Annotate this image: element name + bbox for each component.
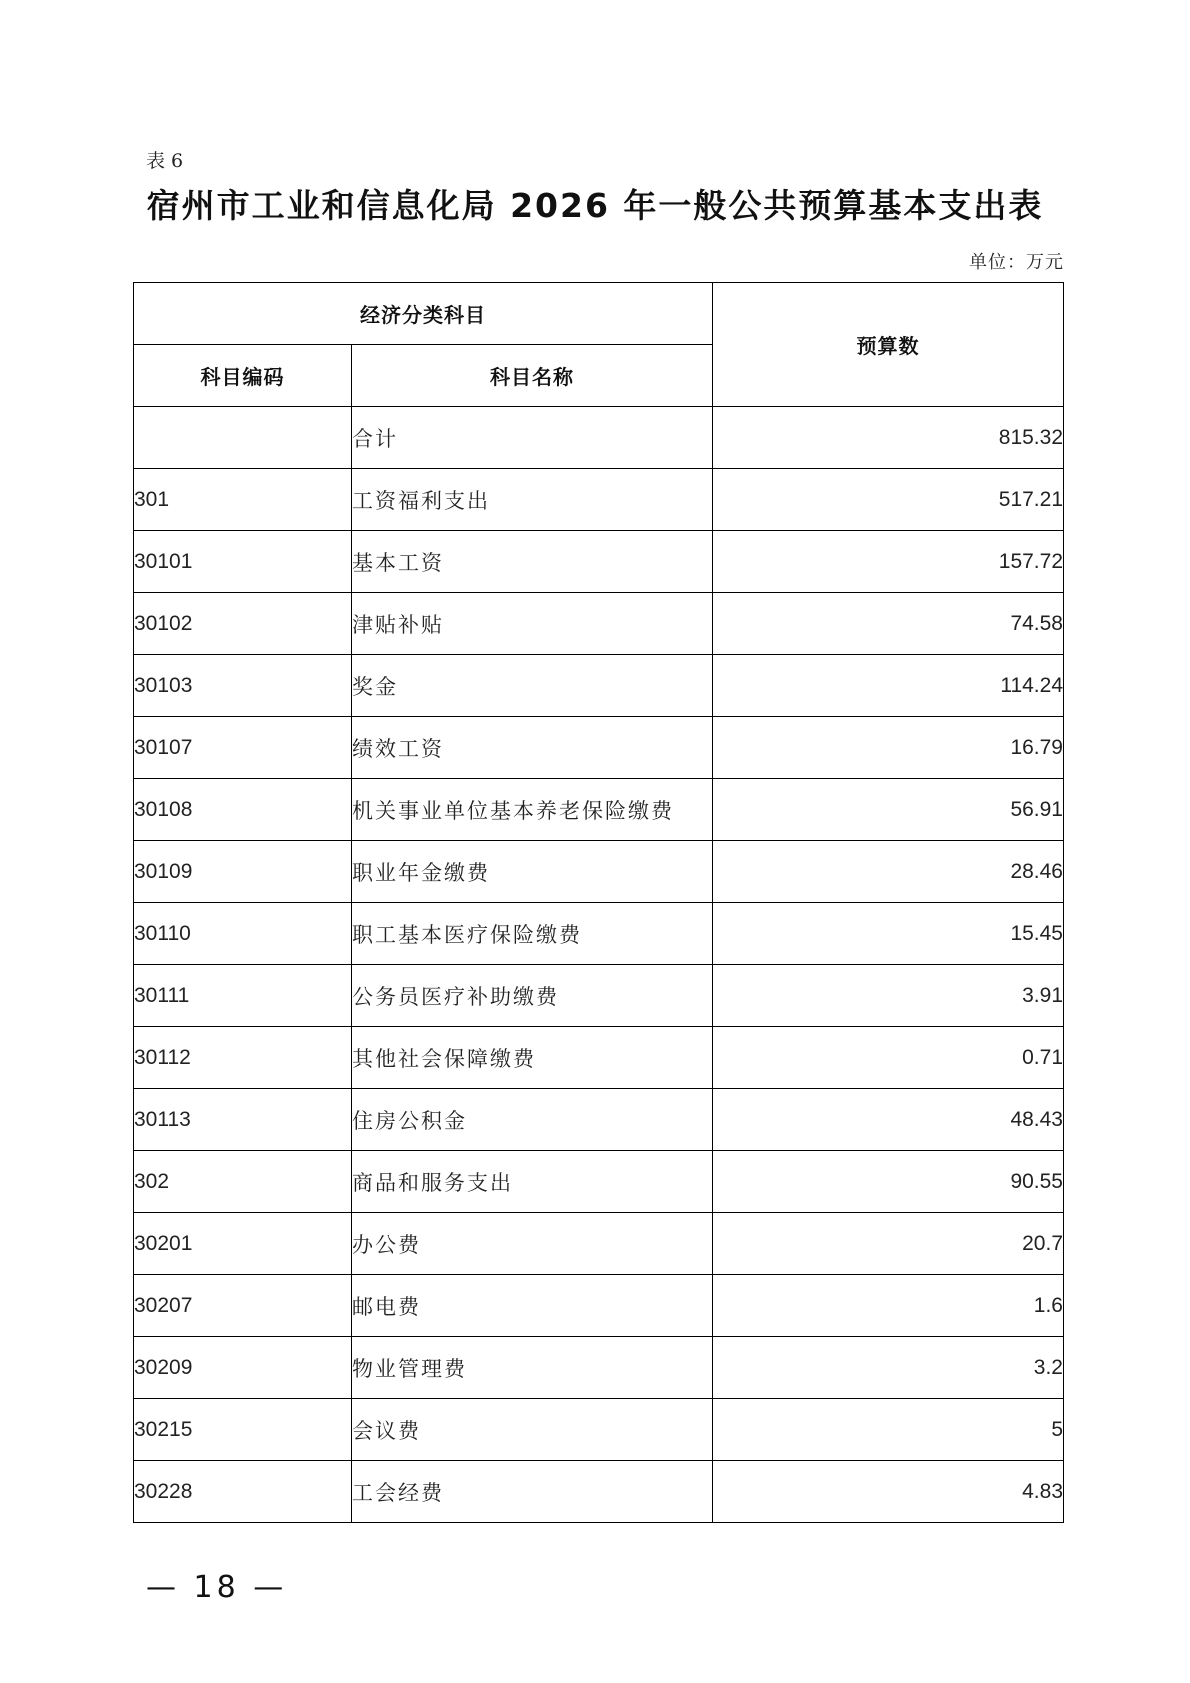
subject-name-cell: 绩效工资 bbox=[352, 717, 713, 779]
unit-label: 单位：万元 bbox=[969, 252, 1064, 273]
document-title: 宿州市工业和信息化局 2026 年一般公共预算基本支出表 bbox=[146, 186, 1044, 225]
table-row bbox=[134, 965, 1064, 1027]
table-row bbox=[134, 1461, 1064, 1523]
subject-name-cell: 其他社会保障缴费 bbox=[352, 1027, 713, 1089]
subject-name-cell: 办公费 bbox=[352, 1213, 713, 1275]
budget-amount-cell: 56.91 bbox=[713, 779, 1064, 841]
budget-amount-cell: 90.55 bbox=[713, 1151, 1064, 1213]
table-row bbox=[134, 903, 1064, 965]
subject-name-cell: 机关事业单位基本养老保险缴费 bbox=[352, 779, 713, 841]
subject-name-cell: 奖金 bbox=[352, 655, 713, 717]
table-row bbox=[134, 1151, 1064, 1213]
subject-code-cell: 30103 bbox=[134, 655, 352, 717]
budget-table bbox=[133, 282, 1064, 1523]
budget-amount-cell: 16.79 bbox=[713, 717, 1064, 779]
budget-amount-cell: 4.83 bbox=[713, 1461, 1064, 1523]
subject-code-cell: 30215 bbox=[134, 1399, 352, 1461]
budget-amount-cell: 815.32 bbox=[713, 407, 1064, 469]
header-row-group bbox=[134, 283, 1064, 345]
subject-name-cell: 住房公积金 bbox=[352, 1089, 713, 1151]
subject-name-cell: 公务员医疗补助缴费 bbox=[352, 965, 713, 1027]
subject-code-cell: 30108 bbox=[134, 779, 352, 841]
budget-amount-cell: 28.46 bbox=[713, 841, 1064, 903]
subject-name-cell: 工会经费 bbox=[352, 1461, 713, 1523]
subject-name-cell: 基本工资 bbox=[352, 531, 713, 593]
header-budget-amount: 预算数 bbox=[713, 283, 1064, 407]
subject-code-cell: 30102 bbox=[134, 593, 352, 655]
budget-amount-cell: 3.91 bbox=[713, 965, 1064, 1027]
table-number-label: 表 6 bbox=[146, 150, 184, 172]
subject-name-cell: 职工基本医疗保险缴费 bbox=[352, 903, 713, 965]
subject-name-cell: 工资福利支出 bbox=[352, 469, 713, 531]
budget-table-body bbox=[134, 407, 1064, 1523]
subject-code-cell: 30107 bbox=[134, 717, 352, 779]
budget-amount-cell: 74.58 bbox=[713, 593, 1064, 655]
subject-code-cell: 30228 bbox=[134, 1461, 352, 1523]
subject-name-cell: 邮电费 bbox=[352, 1275, 713, 1337]
subject-name-cell: 津贴补贴 bbox=[352, 593, 713, 655]
table-row bbox=[134, 531, 1064, 593]
subject-code-cell: 30110 bbox=[134, 903, 352, 965]
table-row bbox=[134, 1399, 1064, 1461]
subject-code-cell: 30109 bbox=[134, 841, 352, 903]
budget-amount-cell: 517.21 bbox=[713, 469, 1064, 531]
table-row bbox=[134, 1213, 1064, 1275]
subject-code-cell bbox=[134, 407, 352, 469]
subject-code-cell: 30207 bbox=[134, 1275, 352, 1337]
header-subject-name: 科目名称 bbox=[352, 345, 713, 407]
subject-code-cell: 30112 bbox=[134, 1027, 352, 1089]
budget-amount-cell: 20.7 bbox=[713, 1213, 1064, 1275]
budget-amount-cell: 114.24 bbox=[713, 655, 1064, 717]
budget-amount-cell: 0.71 bbox=[713, 1027, 1064, 1089]
subject-code-cell: 302 bbox=[134, 1151, 352, 1213]
budget-amount-cell: 3.2 bbox=[713, 1337, 1064, 1399]
table-row bbox=[134, 717, 1064, 779]
table-row bbox=[134, 841, 1064, 903]
table-row bbox=[134, 1027, 1064, 1089]
subject-code-cell: 301 bbox=[134, 469, 352, 531]
budget-amount-cell: 15.45 bbox=[713, 903, 1064, 965]
table-row bbox=[134, 469, 1064, 531]
subject-name-cell: 物业管理费 bbox=[352, 1337, 713, 1399]
subject-code-cell: 30113 bbox=[134, 1089, 352, 1151]
budget-table-header bbox=[134, 283, 1064, 407]
table-row bbox=[134, 1275, 1064, 1337]
subject-code-cell: 30201 bbox=[134, 1213, 352, 1275]
budget-amount-cell: 5 bbox=[713, 1399, 1064, 1461]
header-economic-category: 经济分类科目 bbox=[134, 283, 713, 345]
table-row bbox=[134, 1337, 1064, 1399]
table-row bbox=[134, 407, 1064, 469]
table-row bbox=[134, 779, 1064, 841]
subject-name-cell: 商品和服务支出 bbox=[352, 1151, 713, 1213]
budget-amount-cell: 48.43 bbox=[713, 1089, 1064, 1151]
budget-amount-cell: 157.72 bbox=[713, 531, 1064, 593]
table-row bbox=[134, 1089, 1064, 1151]
budget-amount-cell: 1.6 bbox=[713, 1275, 1064, 1337]
subject-code-cell: 30111 bbox=[134, 965, 352, 1027]
table-row bbox=[134, 655, 1064, 717]
table-row bbox=[134, 593, 1064, 655]
subject-name-cell: 会议费 bbox=[352, 1399, 713, 1461]
subject-code-cell: 30101 bbox=[134, 531, 352, 593]
subject-name-cell: 职业年金缴费 bbox=[352, 841, 713, 903]
subject-name-cell: 合计 bbox=[352, 407, 713, 469]
page-number: — 18 — bbox=[146, 1570, 288, 1605]
subject-code-cell: 30209 bbox=[134, 1337, 352, 1399]
header-subject-code: 科目编码 bbox=[134, 345, 352, 407]
